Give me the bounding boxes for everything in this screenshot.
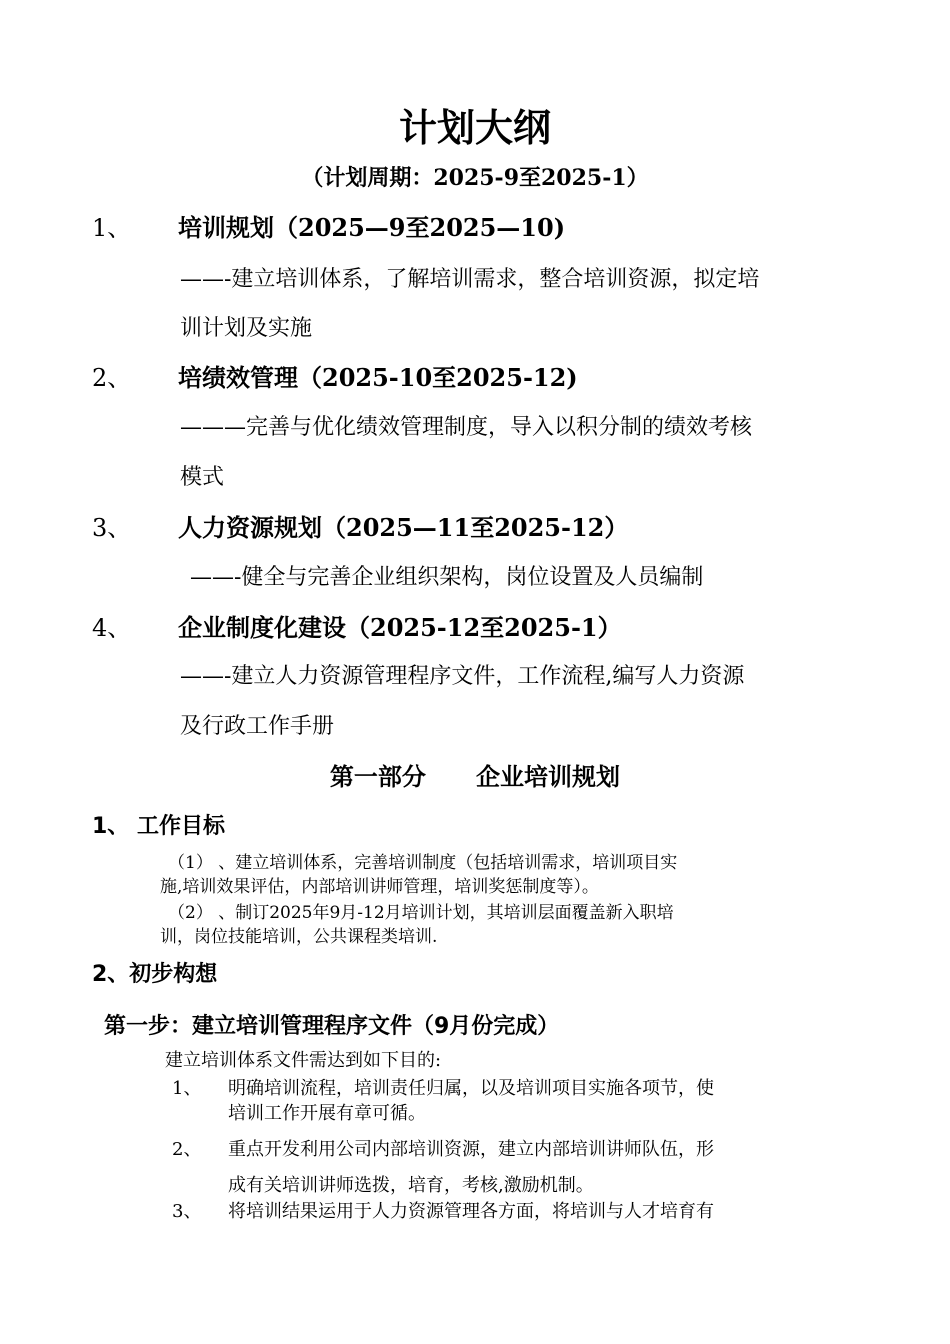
list-item-text: 培训工作开展有章可循。 [228,1103,426,1124]
list-item-text: 明确培训流程，培训责任归属，以及培训项目实施各项节，使 [228,1078,714,1099]
outline-description: ——-建立人力资源管理程序文件，工作流程,编写人力资源 [180,664,745,689]
list-item-number: 3、 [172,1201,202,1222]
outline-heading: 企业制度化建设（2025-12至2025-1） [178,613,622,642]
outline-description: 模式 [180,465,225,490]
concept-heading: 2、初步构想 [92,962,218,987]
outline-description: 及行政工作手册 [180,714,335,739]
outline-heading: 培训规划（2025—9至2025—10) [178,213,566,242]
outline-description: 训计划及实施 [180,316,313,341]
goal-heading: 1、 工作目标 [92,814,225,839]
outline-heading: 培绩效管理（2025-10至2025-12) [178,363,578,392]
section-title: 第一部分 企业培训规划 [329,763,621,791]
outline-number: 3、 [92,514,132,542]
list-item-text: 重点开发利用公司内部培训资源，建立内部培训讲师队伍，形 [228,1139,714,1160]
outline-number: 2、 [92,364,132,392]
outline-heading: 人力资源规划（2025—11至2025-12） [178,513,629,542]
outline-number: 4、 [92,614,132,642]
goal-paragraph: 训，岗位技能培训，公共课程类培训. [160,927,438,947]
goal-paragraph: 施,培训效果评估，内部培训讲师管理，培训奖惩制度等）。 [160,877,599,897]
outline-description: ———完善与优化绩效管理制度，导入以积分制的绩效考核 [180,415,753,440]
step-heading: 第一步：建立培训管理程序文件（9月份完成） [104,1014,560,1039]
outline-number: 1、 [92,214,132,242]
list-item-number: 2、 [172,1139,202,1160]
goal-paragraph: （2） 、制订2025年9月-12月培训计划，其培训层面覆盖新入职培 [168,903,674,923]
page-title: 计划大纲 [398,106,551,150]
outline-description: ——-建立培训体系，了解培训需求，整合培训资源，拟定培 [180,267,760,292]
outline-description: ——-健全与完善企业组织架构，岗位设置及人员编制 [190,565,704,590]
list-item-number: 1、 [172,1078,202,1099]
list-item-text: 将培训结果运用于人力资源管理各方面，将培训与人才培育有 [228,1201,714,1222]
list-item-text: 成有关培训讲师选拨，培育，考核,激励机制。 [228,1175,594,1196]
plan-period: （计划周期：2025-9至2025-1） [301,165,649,191]
step-intro: 建立培训体系文件需达到如下目的: [165,1050,442,1071]
goal-paragraph: （1） 、建立培训体系，完善培训制度（包括培训需求，培训项目实 [168,853,678,873]
